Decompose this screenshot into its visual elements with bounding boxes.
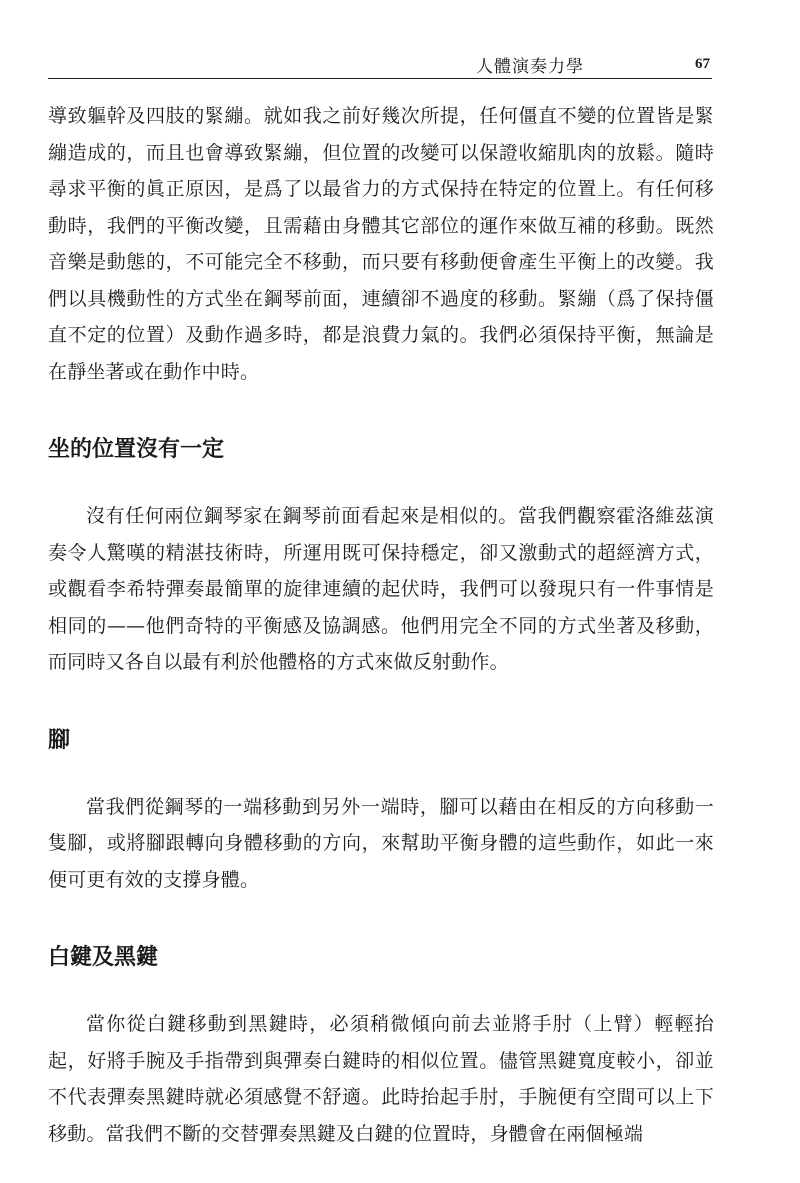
heading-sitting-position: 坐的位置沒有一定: [48, 436, 225, 462]
spacer: [48, 464, 714, 498]
spacer: [48, 972, 714, 1006]
heading-white-black-keys: 白鍵及黑鍵: [48, 944, 159, 970]
paragraph-keys: 當你從白鍵移動到黑鍵時，必須稍微傾向前去並將手肘（上臂）輕輕抬起，好將手腕及手指帶到與彈奏白鍵時的相似位置。儘管黑鍵寬度較小，卻並不代表彈奏黑鍵時就必須感覺不舒適。此時抬起手肘，手腕便有空間可以上下移動。當我們不斷的交替彈奏黑鍵及白鍵的位置時，身體會在兩個極端: [48, 1013, 714, 1145]
spacer: [48, 755, 714, 789]
paragraph-balance: 導致軀幹及四肢的緊繃。就如我之前好幾次所提，任何僵直不變的位置皆是緊繃造成的，而且也會導致緊繃，但位置的改變可以保證收縮肌肉的放鬆。隨時尋求平衡的眞正原因，是爲了以最省力的方式保持在特定的位置上。有任何移動時，我們的平衡改變，且需藉由身體其它部位的運作來做互補的移動。既然音樂是動態的，不可能完全不移動，而只要有移動便會產生平衡上的改變。我們以具機動性的方式坐在鋼琴前面，連續卻不過度的移動。緊繃（爲了保持僵直不定的位置）及動作過多時，都是浪費力氣的。我們必須保持平衡，無論是在靜坐著或在動作中時。: [48, 105, 714, 383]
spacer: [48, 898, 714, 942]
spacer: [48, 390, 714, 434]
spacer: [48, 681, 714, 725]
page-body: [48, 98, 714, 1152]
running-title: 人體演奏力學: [476, 57, 584, 77]
paragraph-feet: 當我們從鋼琴的一端移動到另外一端時，腳可以藉由在相反的方向移動一隻腳，或將腳跟轉向身體移動的方向，來幫助平衡身體的這些動作，如此一來便可更有效的支撐身體。: [48, 795, 714, 891]
heading-feet: 腳: [48, 726, 71, 753]
running-header: [48, 48, 712, 79]
page-number: 67: [695, 56, 710, 72]
paragraph-pianists: 沒有任何兩位鋼琴家在鋼琴前面看起來是相似的。當我們觀察霍洛維茲演奏令人驚嘆的精湛技術時，所運用既可保持穩定，卻又激動式的超經濟方式，或觀看李希特彈奏最簡單的旋律連續的起伏時，我們可以發現只有一件事情是相同的——他們奇特的平衡感及協調感。他們用完全不同的方式坐著及移動，而同時又各自以最有利於他體格的方式來做反射動作。: [48, 505, 714, 673]
